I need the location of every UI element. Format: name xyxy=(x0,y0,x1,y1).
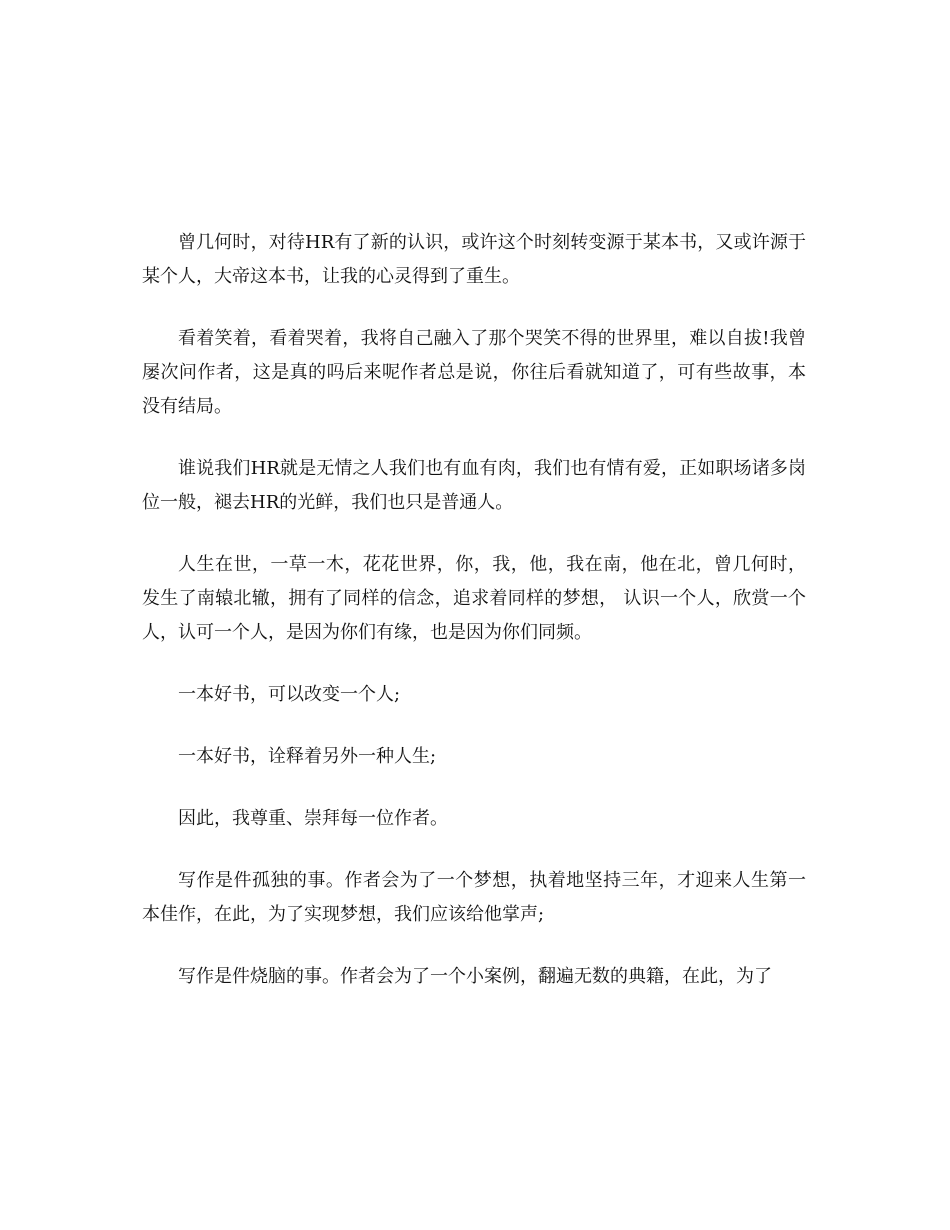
paragraph-5: 一本好书，可以改变一个人; xyxy=(178,684,401,705)
paragraph-4: 人生在世，一草一木，花花世界，你，我，他，我在南，他在北，曾几何时，发生了南辕北辙，拥有了同样的信念，追求着同样的梦想， 认识一个人，欣赏一个人，认可一个人，是因为你们有缘，也是因为你们同频。 xyxy=(142,554,806,643)
paragraph-3: 谁说我们HR就是无情之人我们也有血有肉，我们也有情有爱，正如职场诸多岗位一般，褪去HR的光鲜，我们也只是普通人。 xyxy=(142,458,806,513)
paragraph-9: 写作是件烧脑的事。作者会为了一个小案例，翻遍无数的典籍，在此，为了 xyxy=(178,966,772,987)
paragraph-7: 因此，我尊重、崇拜每一位作者。 xyxy=(178,808,448,829)
paragraph-2: 看着笑着，看着哭着，我将自己融入了那个哭笑不得的世界里，难以自拔!我曾屡次问作者，这是真的吗后来呢作者总是说，你往后看就知道了，可有些故事，本没有结局。 xyxy=(142,328,806,417)
paragraph-1: 曾几何时，对待HR有了新的认识，或许这个时刻转变源于某本书，又或许源于某个人，大帝这本书，让我的心灵得到了重生。 xyxy=(142,232,806,287)
paragraph-6: 一本好书，诠释着另外一种人生; xyxy=(178,746,437,767)
document-body xyxy=(142,226,806,1022)
paragraph-8: 写作是件孤独的事。作者会为了一个梦想，执着地坚持三年，才迎来人生第一本佳作，在此，为了实现梦想，我们应该给他掌声; xyxy=(142,870,806,925)
